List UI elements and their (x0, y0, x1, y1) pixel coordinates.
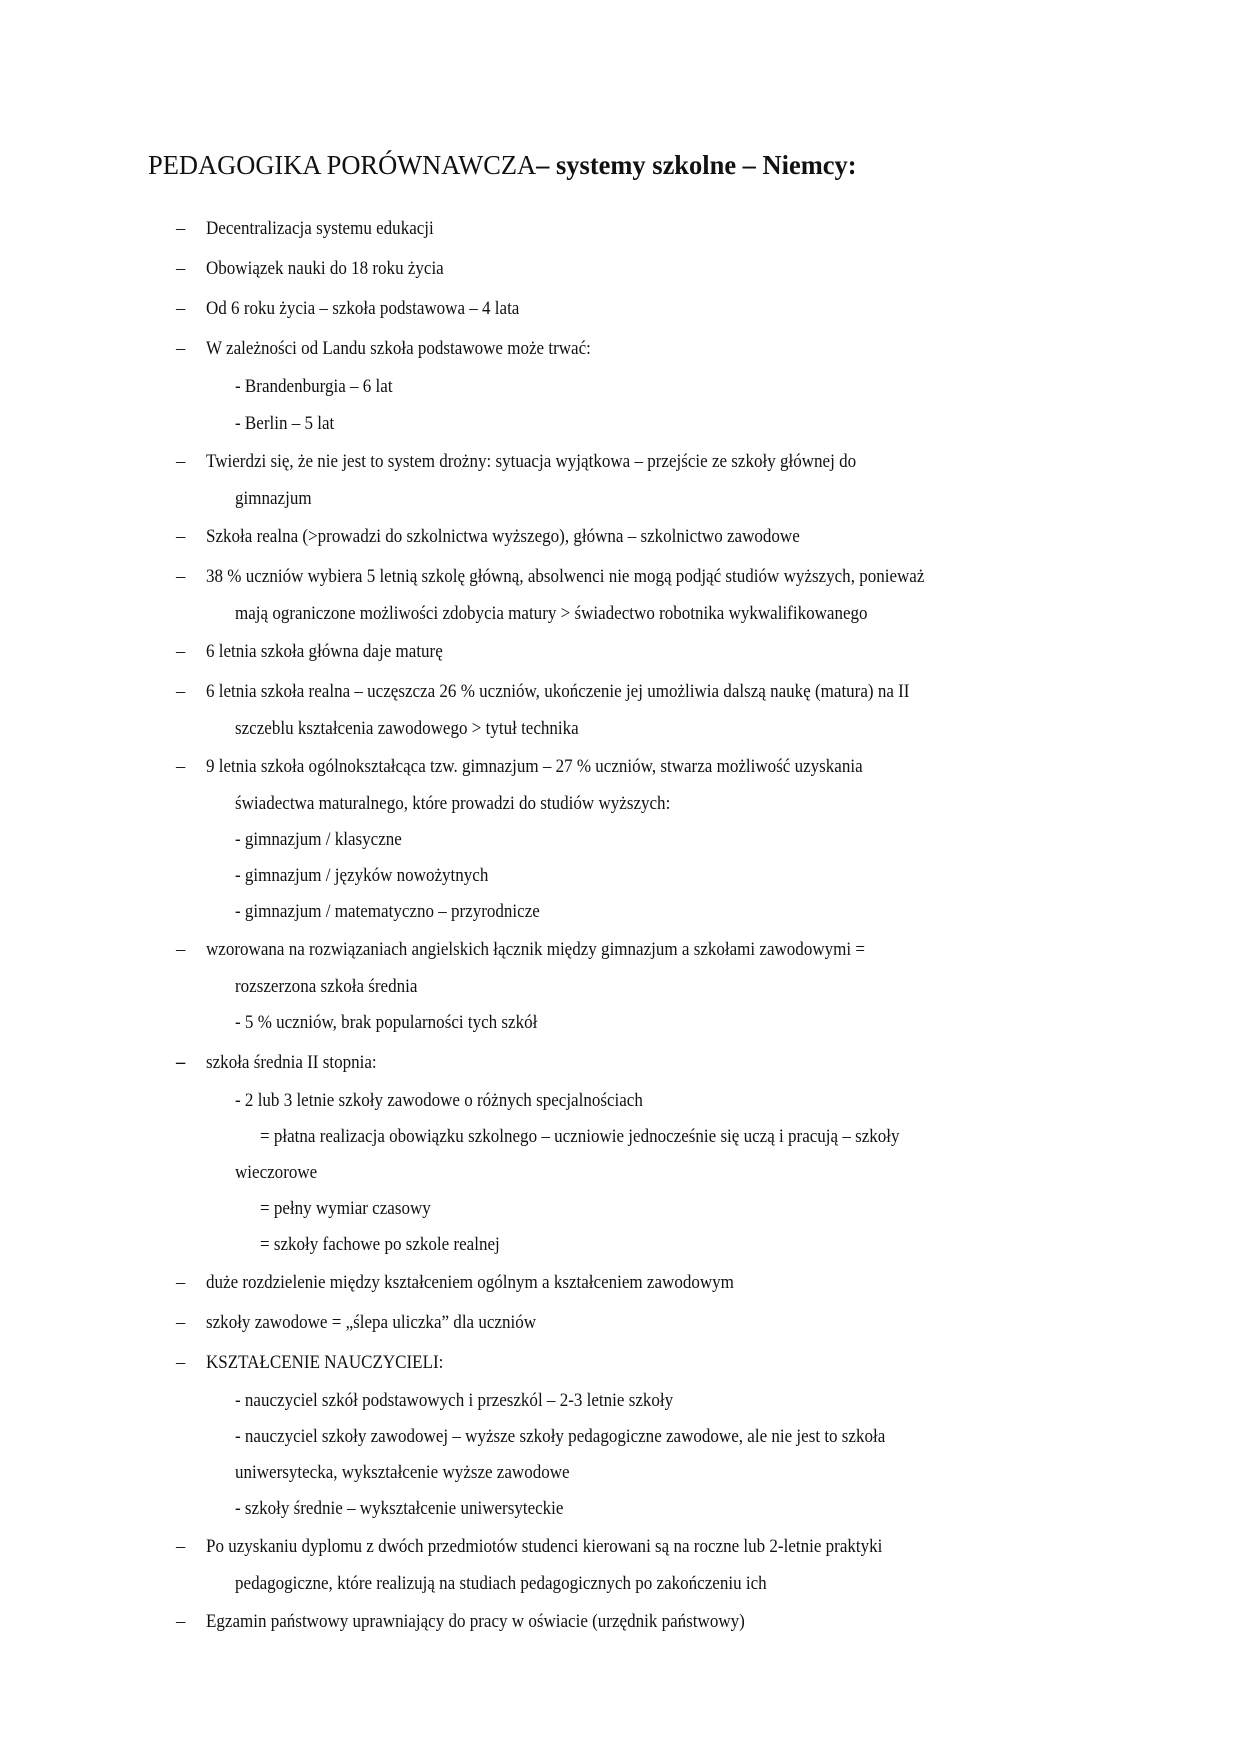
list-item-continuation: uniwersytecka, wykształcenie wyższe zawodowe (235, 1463, 570, 1483)
page-title (148, 148, 857, 182)
list-item-continuation: = pełny wymiar czasowy (260, 1199, 431, 1219)
bullet-dash-icon: – (176, 259, 186, 279)
list-item: Egzamin państwowy uprawniający do pracy w oświacie (urzędnik państwowy) (206, 1612, 745, 1632)
bullet-dash-icon: – (176, 1313, 186, 1333)
list-item-continuation: - Berlin – 5 lat (235, 414, 335, 434)
list-item-continuation: = płatna realizacja obowiązku szkolnego – uczniowie jednocześnie się uczą i pracują – szkoły (260, 1127, 900, 1147)
list-item-continuation: - gimnazjum / klasyczne (235, 830, 402, 850)
list-item: Po uzyskaniu dyplomu z dwóch przedmiotów studenci kierowani są na roczne lub 2-letnie praktyki (206, 1537, 883, 1557)
title-regular: PEDAGOGIKA PORÓWNAWCZA (148, 150, 537, 180)
bullet-dash-icon: – (176, 567, 186, 587)
list-item-continuation: - gimnazjum / języków nowożytnych (235, 866, 489, 886)
bullet-dash-icon: – (176, 527, 186, 547)
list-item-continuation: - nauczyciel szkół podstawowych i przeszkól – 2-3 letnie szkoły (235, 1391, 674, 1411)
list-item: wzorowana na rozwiązaniach angielskich łącznik między gimnazjum a szkołami zawodowymi = (206, 940, 865, 960)
bullet-dash-icon: – (176, 219, 186, 239)
list-item-continuation: mają ograniczone możliwości zdobycia matury > świadectwo robotnika wykwalifikowanego (235, 604, 868, 624)
list-item: szkoły zawodowe = „ślepa uliczka” dla uczniów (206, 1313, 537, 1333)
bullet-dash-icon: – (176, 1353, 186, 1373)
list-item-continuation: - 5 % uczniów, brak popularności tych szkół (235, 1013, 538, 1033)
list-item-continuation: pedagogiczne, które realizują na studiach pedagogicznych po zakończeniu ich (235, 1574, 767, 1594)
list-item: Twierdzi się, że nie jest to system drożny: sytuacja wyjątkowa – przejście ze szkoły głównej do (206, 452, 857, 472)
list-item: 6 letnia szkoła realna – uczęszcza 26 % uczniów, ukończenie jej umożliwia dalszą naukę (matura) na II (206, 682, 910, 702)
list-item: szkoła średnia II stopnia: (206, 1053, 377, 1073)
title-bold: – systemy szkolne – Niemcy: (536, 150, 857, 180)
list-item-continuation: - nauczyciel szkoły zawodowej – wyższe szkoły pedagogiczne zawodowe, ale nie jest to szkoła (235, 1427, 886, 1447)
list-item: Obowiązek nauki do 18 roku życia (206, 259, 444, 279)
list-item-continuation: gimnazjum (235, 489, 312, 509)
list-item-continuation: wieczorowe (235, 1163, 318, 1183)
list-item: 6 letnia szkoła główna daje maturę (206, 642, 443, 662)
list-item-continuation: - gimnazjum / matematyczno – przyrodnicze (235, 902, 540, 922)
list-item-continuation: - szkoły średnie – wykształcenie uniwersyteckie (235, 1499, 564, 1519)
list-item-continuation: rozszerzona szkoła średnia (235, 977, 418, 997)
list-item-continuation: - 2 lub 3 letnie szkoły zawodowe o różnych specjalnościach (235, 1091, 643, 1111)
list-item-continuation: szczeblu kształcenia zawodowego > tytuł technika (235, 719, 579, 739)
bullet-dash-icon: – (176, 452, 186, 472)
bullet-dash-icon: – (176, 682, 186, 702)
list-item-continuation: świadectwa maturalnego, które prowadzi do studiów wyższych: (235, 794, 671, 814)
list-item: 38 % uczniów wybiera 5 letnią szkolę główną, absolwenci nie mogą podjąć studiów wyższych, ponieważ (206, 567, 925, 587)
list-item: duże rozdzielenie między kształceniem ogólnym a kształceniem zawodowym (206, 1273, 734, 1293)
list-item: 9 letnia szkoła ogólnokształcąca tzw. gimnazjum – 27 % uczniów, stwarza możliwość uzyskania (206, 757, 863, 777)
bullet-dash-icon: – (176, 339, 186, 359)
bullet-dash-icon: – (176, 757, 186, 777)
bullet-dash-icon: – (176, 299, 186, 319)
list-item: Szkoła realna (>prowadzi do szkolnictwa wyższego), główna – szkolnictwo zawodowe (206, 527, 800, 547)
bullet-dash-icon: – (176, 1612, 186, 1632)
list-item: W zależności od Landu szkoła podstawowe może trwać: (206, 339, 591, 359)
bullet-dash-icon: – (176, 940, 186, 960)
list-item-continuation: = szkoły fachowe po szkole realnej (260, 1235, 500, 1255)
bullet-dash-icon: – (176, 1273, 186, 1293)
bullet-dash-icon: – (176, 1053, 186, 1073)
list-item-continuation: - Brandenburgia – 6 lat (235, 377, 393, 397)
bullet-dash-icon: – (176, 1537, 186, 1557)
list-item: KSZTAŁCENIE NAUCZYCIELI: (206, 1353, 444, 1373)
list-item: Od 6 roku życia – szkoła podstawowa – 4 lata (206, 299, 520, 319)
bullet-dash-icon: – (176, 642, 186, 662)
list-item: Decentralizacja systemu edukacji (206, 219, 434, 239)
